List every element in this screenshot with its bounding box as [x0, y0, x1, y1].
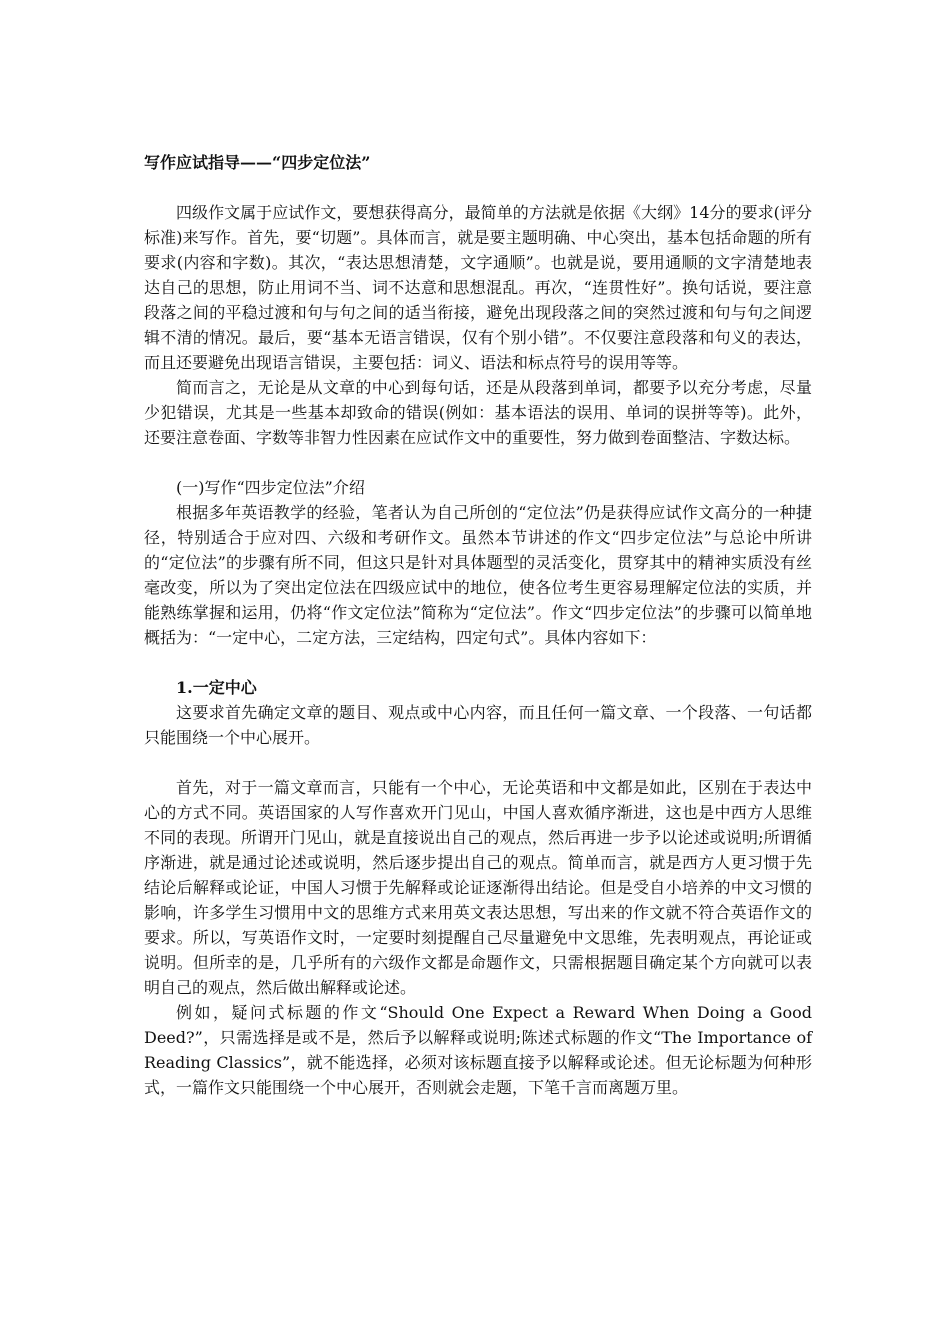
section-one-label: (一)写作“四步定位法”介绍 [176, 478, 365, 497]
document-page [144, 150, 812, 1100]
intro-paragraph-1: 四级作文属于应试作文，要想获得高分，最简单的方法就是依据《大纲》14分的要求(评分标准)来写作。首先，要“切题”。具体而言，就是要主题明确、中心突出，基本包括命题的所有要求(内容和字数)。其次，“表达思想清楚，文字通顺”。也就是说，要用通顺的文字清楚地表达自己的思想，防止用词不当、词不达意和思想混乱。再次，“连贯性好”。换句话说，要注意段落之间的平稳过渡和句与句之间的适当衔接，避免出现段落之间的突然过渡和句与句之间逻辑不清的情况。最后，要“基本无语言错误，仅有个别小错”。不仅要注意段落和句义的表达，而且还要避免出现语言错误，主要包括：词义、语法和标点符号的误用等等。 [144, 203, 812, 372]
document-title: 写作应试指导——“四步定位法” [144, 153, 371, 172]
body-paragraph-2: 例如，疑问式标题的作文“Should One Expect a Reward When Doing a Good Deed?”，只需选择是或不是，然后予以解释或说明;陈述式标题的作文“The Importance of Reading Classics”，就不能选择，必须对该标题直接予以解释或论述。但无论标题为何种形式，一篇作文只能围绕一个中心展开，否则就会走题，下笔千言而离题万里。 [144, 1003, 812, 1097]
step-one-paragraph: 这要求首先确定文章的题目、观点或中心内容，而且任何一篇文章、一个段落、一句话都只能围绕一个中心展开。 [144, 703, 812, 747]
section-one-paragraph: 根据多年英语教学的经验，笔者认为自己所创的“定位法”仍是获得应试作文高分的一种捷径，特别适合于应对四、六级和考研作文。虽然本节讲述的作文“四步定位法”与总论中所讲的“定位法”的步骤有所不同，但这只是针对具体题型的灵活变化，贯穿其中的精神实质没有丝毫改变，所以为了突出定位法在四级应试中的地位，使各位考生更容易理解定位法的实质，并能熟练掌握和运用，仍将“作文定位法”简称为“定位法”。作文“四步定位法”的步骤可以简单地概括为：“一定中心，二定方法，三定结构，四定句式”。具体内容如下： [144, 503, 812, 647]
spacer [144, 650, 812, 675]
body-paragraph-1: 首先，对于一篇文章而言，只能有一个中心，无论英语和中文都是如此，区别在于表达中心的方式不同。英语国家的人写作喜欢开门见山，中国人喜欢循序渐进，这也是中西方人思维不同的表现。所谓开门见山，就是直接说出自己的观点，然后再进一步予以论述或说明;所谓循序渐进，就是通过论述或说明，然后逐步提出自己的观点。简单而言，就是西方人更习惯于先结论后解释或论证，中国人习惯于先解释或论证逐渐得出结论。但是受自小培养的中文习惯的影响，许多学生习惯用中文的思维方式来用英文表达思想，写出来的作文就不符合英语作文的要求。所以，写英语作文时，一定要时刻提醒自己尽量避免中文思维，先表明观点，再论证或说明。但所幸的是，几乎所有的六级作文都是命题作文，只需根据题目确定某个方向就可以表明自己的观点，然后做出解释或论述。 [144, 778, 812, 997]
spacer [144, 450, 812, 475]
intro-paragraph-2: 简而言之，无论是从文章的中心到每句话，还是从段落到单词，都要予以充分考虑，尽量少犯错误，尤其是一些基本却致命的错误(例如：基本语法的误用、单词的误拼等等)。此外，还要注意卷面、字数等非智力性因素在应试作文中的重要性，努力做到卷面整洁、字数达标。 [144, 378, 812, 447]
spacer [144, 750, 812, 775]
step-one-heading: 1.一定中心 [176, 678, 257, 697]
